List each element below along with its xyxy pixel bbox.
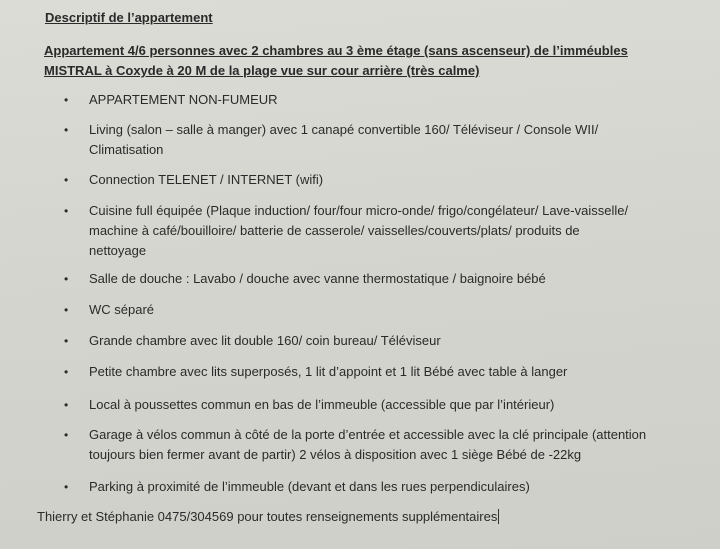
list-item-line: Petite chambre avec lits superposés, 1 lit d’appoint et 1 lit Bébé avec table à langer — [89, 364, 568, 379]
list-item-line: Cuisine full équipée (Plaque induction/ four/four micro-onde/ frigo/congélateur/ Lave-vaisselle/ — [89, 203, 629, 218]
list-item-line: WC séparé — [89, 302, 155, 317]
list-item-text — [89, 362, 709, 382]
bullet-icon: • — [64, 272, 69, 286]
list-item-text — [89, 170, 709, 190]
list-item-text — [89, 269, 709, 289]
document-title: Descriptif de l’appartement — [45, 10, 213, 25]
list-item-text — [89, 300, 709, 320]
list-item-line: APPARTEMENT NON-FUMEUR — [89, 92, 278, 107]
bullet-icon: • — [64, 123, 69, 137]
list-item-line: Grande chambre avec lit double 160/ coin bureau/ Téléviseur — [89, 333, 441, 348]
bullet-icon: • — [64, 428, 69, 442]
list-item-line: Local à poussettes commun en bas de l’immeuble (accessible que par l’intérieur) — [89, 397, 555, 412]
list-item-line: Salle de douche : Lavabo / douche avec vanne thermostatique / baignoire bébé — [89, 271, 546, 286]
list-item-line: Parking à proximité de l’immeuble (devant et dans les rues perpendiculaires) — [89, 479, 530, 494]
contact-signature — [37, 509, 499, 524]
bullet-icon: • — [64, 365, 69, 379]
list-item-text — [89, 395, 709, 415]
bullet-icon: • — [64, 93, 69, 107]
list-item-text — [89, 331, 709, 351]
list-item-text — [89, 120, 709, 160]
list-item-line: toujours bien fermer avant de partir) 2 vélos à disposition avec 1 siège Bébé de -22kg — [89, 447, 582, 462]
headline-line-2: MISTRAL à Coxyde à 20 M de la plage vue sur cour arrière (très calme) — [44, 63, 480, 78]
list-item-line: machine à café/bouilloire/ batterie de casserole/ vaisselles/couverts/plats/ produits de — [89, 223, 580, 238]
list-item-line: Living (salon – salle à manger) avec 1 canapé convertible 160/ Téléviseur / Console WII/ — [89, 122, 599, 137]
list-item-line: Garage à vélos commun à côté de la porte d’entrée et accessible avec la clé principale (attention — [89, 427, 647, 442]
bullet-icon: • — [64, 303, 69, 317]
bullet-icon: • — [64, 204, 69, 218]
bullet-icon: • — [64, 334, 69, 348]
list-item-text — [89, 90, 709, 110]
list-item-line: Climatisation — [89, 142, 164, 157]
list-item-line: nettoyage — [89, 243, 147, 258]
list-item-text — [89, 201, 709, 261]
bullet-icon: • — [64, 398, 69, 412]
list-item-text — [89, 425, 709, 465]
text-cursor — [498, 509, 499, 524]
list-item-text — [89, 477, 709, 497]
signature-text: Thierry et Stéphanie 0475/304569 pour toutes renseignements supplémentaires — [37, 509, 498, 524]
list-item-line: Connection TELENET / INTERNET (wifi) — [89, 172, 324, 187]
bullet-icon: • — [64, 173, 69, 187]
headline-line-1: Appartement 4/6 personnes avec 2 chambres au 3 ème étage (sans ascenseur) de l’imméubles — [44, 43, 628, 58]
bullet-icon: • — [64, 480, 69, 494]
